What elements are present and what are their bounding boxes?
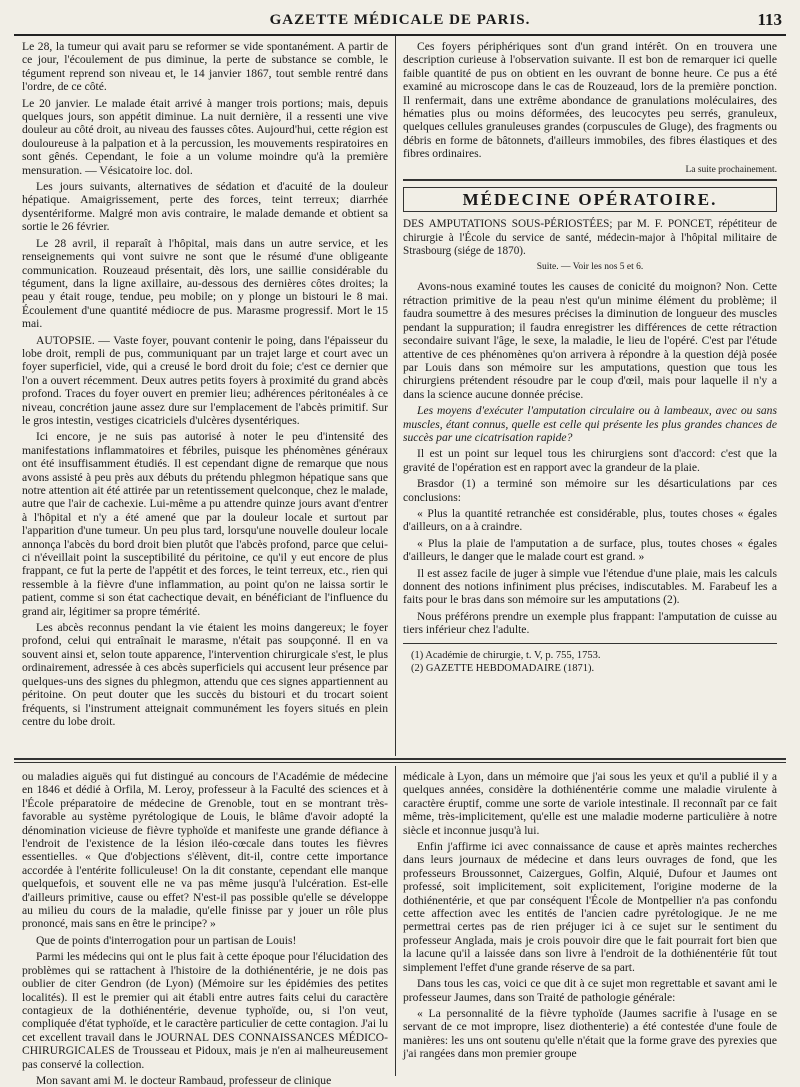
paragraph: Les abcès reconnus pendant la vie étaient les moins dangereux; le foyer profond, celui qui entraînait le marasme, n'était pas soupçonné. Il en va souvent ainsi et, selon toute apparence, l'intervention chirurgicale s'est, le plus ordinairement, adressée à ces abcès superficiels qui accusent leur présence par quelques-uns des signes du phlegmon, attendu que ces signes appartiennent au péritoine. On peut douter que les succès du bistouri et du trocart soient fréquents, si l'instrument atteignait communément les foyers situés en plein centre du lobe droit.	[22, 621, 388, 728]
paragraph: Le 20 janvier. Le malade était arrivé à manger trois portions; mais, depuis quelques jours, son appétit diminue. La nuit dernière, il a ressenti une vive douleur au côté droit, au niveau des fausses côtes. Aujourd'hui, cette région est douloureuse à la palpation et à la percussion, les mouvements respiratoires en sont gênés. Cependant, le foie a un volume moindre qu'à la première mensuration. — Vésicatoire loc. dol.	[22, 96, 388, 177]
paragraph: Nous préférons prendre un exemple plus frappant: l'amputation de cuisse au tiers inférieur chez l'adulte.	[403, 609, 777, 637]
paragraph: Le 28, la tumeur qui avait paru se reformer se vide spontanément. A partir de ce jour, l'écoulement de pus diminue, la perte de substance se comble, le tégument reprend son niveau et, le 14 janvier 1867, tout semble rentré dans l'ordre, de ce côté.	[22, 40, 388, 94]
paragraph: Ici encore, je ne suis pas autorisé à noter le peu d'intensité des manifestations inflammatoires et fébriles, puisque les phénomènes généraux ont été insuffisamment étudiés. Il est cependant digne de remarque que nous avons assisté à peu près aux débuts du prétendu phlegmon hépatique sans que notre attention ait été attirée par un retentissement quelconque, chez le malade, autre que l'air de cachexie. Lui-même a pu attendre quinze jours avant d'entrer à l'hôpital et n'y a été amené que par la douleur locale et surtout par l'apparition d'une tumeur. Un peu plus tard, lorsqu'une nouvelle douleur locale annonça l'abcès du bord droit bien plutôt que l'abcès profond, parce que celui-ci n'éveillait point la susceptibilité du péritoine, ce qu'il y eut encore de plus frappant, ce fut la perte de l'appétit et des forces, le teint terreux, etc., rien qui ressemble à la fièvre d'une inflammation, au point qu'on ne laissa sortir le patient, comme si son état cachectique devait, en bénéficiant de l'influence du grand air, légitimer sa propre témérité.	[22, 430, 389, 618]
paragraph: Brasdor (1) a terminé son mémoire sur les désarticulations par ces conclusions:	[403, 477, 777, 504]
italic-question: Les moyens d'exécuter l'amputation circulaire ou à lambeaux, avec ou sans muscles, étant connus, quelle est celle qui présente les plus grandes chances de succès par une cicatrisation rapide?	[403, 404, 777, 444]
paragraph: ou maladies aiguës qui fut distingué au concours de l'Académie de médecine en 1846 et dédié à Orfila, M. Leroy, professeur à la Faculté des sciences et à l'École préparatoire de médecine de Grenoble, tout en se montrant très-favorable au système pyrétologique de Louis, le blâme d'avoir adopté la dénomination vicieuse de fièvre typhoïde et manifeste une grande défiance à l'endroit de l'existence de la lésion iléo-cœcale dans toutes les fièvres essentielles. « Que d'objections s'élèvent, dit-il, contre cette importance accordée à l'entérite folliculeuse! On la dit constante, cependant elle manque quelquefois, et souvent elle ne va pas même jusqu'à l'ulcération. Est-elle d'ailleurs primitive, cause ou effet? N'est-il pas possible qu'elle se développe au milieu du cours de la maladie, qu'elle finisse par y jouer un rôle plus prononcé, mais sans en être le principe? »	[22, 770, 388, 931]
paragraph: Il est assez facile de juger à simple vue l'étendue d'une plaie, mais les calculs donnent des notions infiniment plus précises, indiscutables. M. Farabeuf les a faits pour le bras dans son mémoire sur les amputations (2).	[403, 566, 777, 607]
column-divider-bottom	[395, 766, 396, 1076]
section-separator	[403, 179, 777, 181]
paragraph: Enfin j'affirme ici avec connaissance de cause et après maintes recherches dans leurs journaux de médecine et dans leurs ouvrages de fond, que les professeurs Broussonnet, Caizergues, Golfin, Alquié, Dufour et Jaumes ont professé, soit implicitement, soit explicitement, l'origine moderne de la dothiénentérie, et que par conséquent l'École de Montpellier n'a pas confondu cette affection avec les entités de l'ancien cadre pyrétologique. Je ne me permettrai certes pas de rien préjuger ici à ce sujet sur le sentiment du professeur Anglada, mais je crois pouvoir dire que le fait pourrait fort bien que la lacune qu'il a laissée dans son livre à l'endroit de la dothiénentérie fût tout simplement l'effet d'une grande réserve de sa part.	[403, 840, 777, 974]
paragraph: Parmi les médecins qui ont le plus fait à cette époque pour l'élucidation des problèmes qui se rattachent à l'histoire de la dothiénentérie, je ne dois pas oublier de citer Gendron (de Lyon) (Mémoire sur les épidémies des petites localités). Il est le premier qui ait établi entre autres faits celui du caractère contagieux de la dothiénentérie, devenue typhoïde, ou, si l'on veut, compliquée d'état typhoïde, et le caractère particulier de cette contagion. J'ai lu cet excellent travail dans le JOURNAL DES CONNAISSANCES MÉDICO-CHIRURGICALES de Trousseau et Pidoux, mais je n'en ai malheureusement pas conservé la collection.	[22, 950, 388, 1071]
autopsy-paragraph: AUTOPSIE. — Vaste foyer, pouvant contenir le poing, dans l'épaisseur du lobe droit, rempli de pus, communiquant par un trajet large et court avec un foyer superficiel, vide, qui a creusé le bord droit du foie; c'est ce dernier que l'on a ouvert récemment. Deux autres petits foyers à proximité du grand abcès profond. Traces du foyer ouvert en premier lieu; adhérences péritonéales à ce niveau, concrétion jaune assez dure sur l'emplacement de l'abcès primitif. Sur le gros intestin, vestiges cicatriciels d'ulcères dysentériques.	[22, 333, 388, 427]
paragraph: Avons-nous examiné toutes les causes de conicité du moignon? Non. Cette rétraction primitive de la peau n'est qu'un minime élément du problème; il faudra soumettre à des mesures précises la diminution de longueur des muscles pendant la suppuration; il faudra enregistrer les différences de cette rétraction secondaire suivant l'âge, le sexe, la maladie, le lieu de l'opéré. C'est par l'étude attentive de ces phénomènes qu'on arrivera à répondre à la question déjà posée par Louis dans son mémoire sur les amputations, question que tous les chirurgiens prétendent résoudre par le coup d'œil, mais pour laquelle il n'y a dans la science aucune donnée précise.	[403, 280, 777, 401]
section-title: MÉDECINE OPÉRATOIRE.	[403, 187, 777, 212]
column-top-right	[403, 40, 777, 752]
quote-line: « Plus la plaie de l'amputation a de surface, plus, toutes choses « égales d'ailleurs, le danger que le malade court est grand. »	[403, 536, 777, 564]
paragraph: « La personnalité de la fièvre typhoïde (Jaumes sacrifie à l'usage en se servant de ce mot impropre, lisez diothenterie) a été contestée d'une foule de manières: les uns ont soutenu qu'elle n'était que la forme grave des pyrexies que j'ai rangées dans mon premier groupe	[403, 1006, 777, 1061]
column-top-left	[22, 40, 388, 752]
quotation	[403, 507, 777, 564]
continued-note: La suite prochainement.	[685, 164, 777, 175]
footnotes	[403, 650, 777, 675]
paragraph: Le 28 avril, il reparaît à l'hôpital, mais dans un autre service, et les renseignements qui vont suivre ne sont que le résumé d'une obligeante communication. Rouzeaud présentait, dès lors, une saillie considérable du tégument, dans la ligne axillaire, au-dessous des dernières côtes droites; la peau y était rouge, tendue, peu mobile; on y plonge un bistouri le 8 mai. Écoulement d'une quantité médiocre de pus. Marasme progressif. Mort le 15 mai.	[22, 236, 388, 331]
horizontal-divider	[14, 758, 786, 760]
quote-line: « Plus la quantité retranchée est considérable, plus, toutes choses « égales d'ailleurs, on a à craindre.	[403, 506, 777, 534]
article-heading: DES AMPUTATIONS SOUS-PÉRIOSTÉES; par M. F. PONCET, répétiteur de chirurgie à l'École du service de santé, médecin-major à l'hôpital militaire de Strasbourg (siége de 1870).	[403, 218, 777, 257]
footnote-separator	[403, 643, 777, 644]
paragraph: Ces foyers périphériques sont d'un grand intérêt. On en trouvera une description curieuse à l'observation suivante. Il est bon de remarquer ici quelle faible quantité de pus on obtient en les ouvrant de bonne heure. Ce pus a été examiné au microscope dans le cas de Rouzeaud, lors de la première ponction. Il renfermait, dans une extrême abondance de granulations moléculaires, des hématies plus ou moins déformées, des leucocytes peu serrés, granuleux, quelques cellules granuleuses grandes (corpuscules de Gluge), des fragments ou débris en forme de bâtonnets, d'ailleurs immobiles, des fibres élastiques et des fibres ordinaires.	[403, 40, 777, 161]
continuation-reference: Suite. — Voir les nos 5 et 6.	[536, 262, 644, 273]
paragraph: Dans tous les cas, voici ce que dit à ce sujet mon regrettable et savant ami le professeur Jaumes, dans son Traité de pathologie générale:	[403, 977, 777, 1004]
journal-title: GAZETTE MÉDICALE DE PARIS.	[269, 12, 531, 28]
paragraph: Que de points d'interrogation pour un partisan de Louis!	[36, 933, 297, 947]
paragraph: Les jours suivants, alternatives de sédation et d'acuité de la douleur hépatique. Amaigrissement, perte des forces, teint terreux; diarrhée dysentériforme. Malgré mon avis contraire, le malade demande et obtient sa sortie le 26 février.	[22, 180, 388, 234]
footnote: (2) GAZETTE HEBDOMADAIRE (1871).	[411, 662, 595, 674]
column-divider-top	[395, 36, 396, 756]
horizontal-divider-thin	[14, 762, 786, 763]
footnote: (1) Académie de chirurgie, t. V, p. 755, 1753.	[411, 649, 601, 661]
column-bottom-left	[22, 770, 388, 1087]
column-bottom-right	[403, 770, 777, 1076]
page-number: 113	[757, 10, 782, 29]
paragraph: Il est un point sur lequel tous les chirurgiens sont d'accord: c'est que la gravité de l'opération est en rapport avec la grandeur de la plaie.	[403, 447, 777, 474]
paragraph: médicale à Lyon, dans un mémoire que j'ai sous les yeux et qu'il a publié il y a quelques années, considère la dothiénentérie comme une maladie virulente à caractère éruptif, comme une sorte de variole intestinale. Il reconnaît par ce fait même, très-implicitement, qu'elle est une maladie moderne particulière à notre siècle et inconnue jusqu'à lui.	[403, 770, 777, 837]
paragraph: Mon savant ami M. le docteur Rambaud, professeur de clinique	[36, 1073, 332, 1087]
page-header	[14, 8, 786, 36]
